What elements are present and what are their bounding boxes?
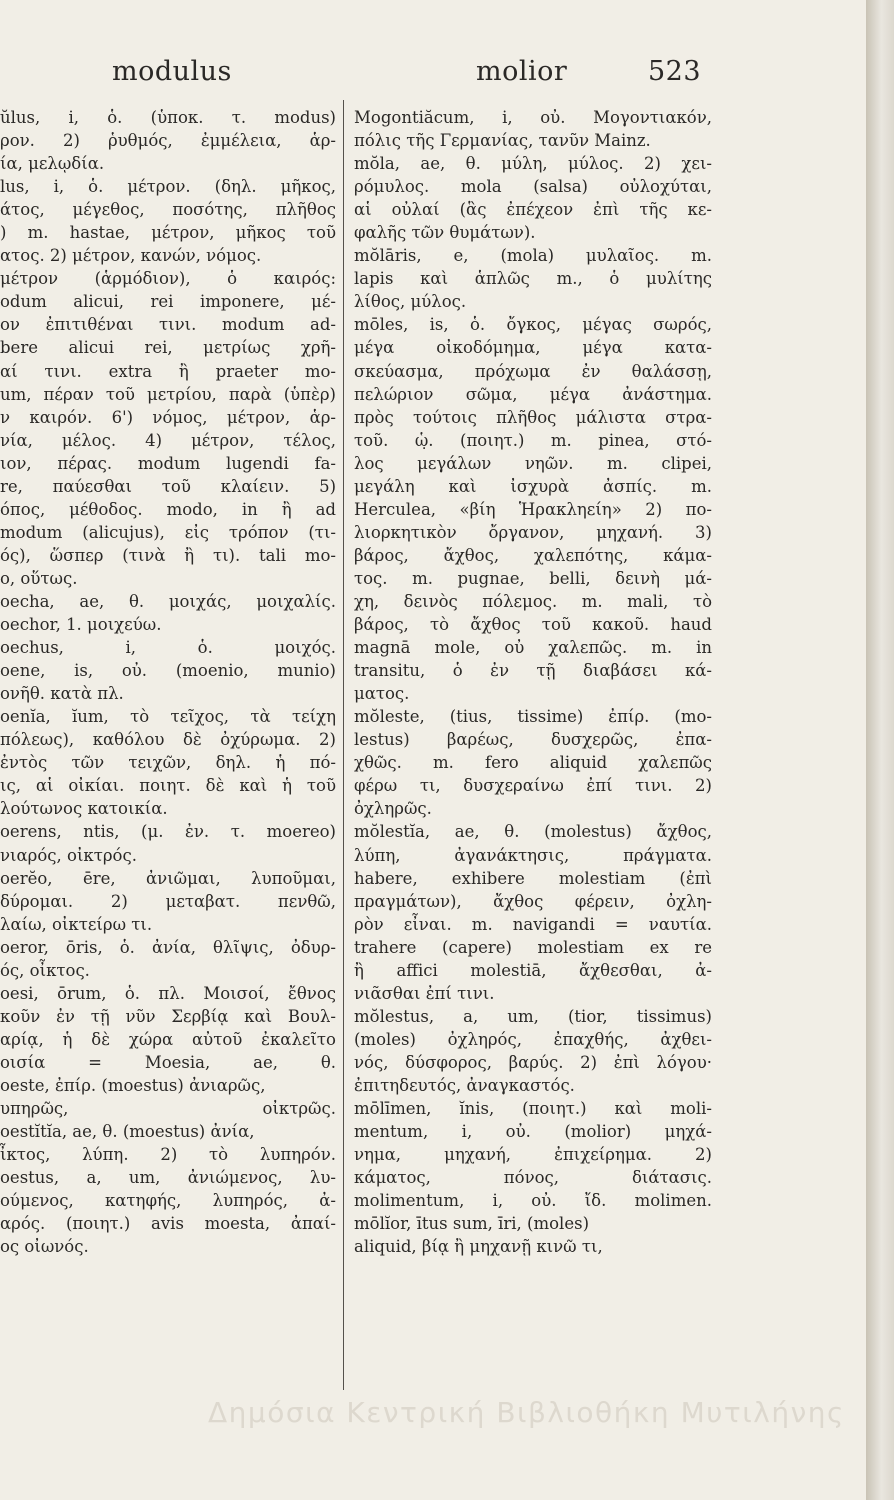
entry-line: μέγα οἰκοδόμημα, μέγα κατα- xyxy=(354,338,712,358)
entry-line: ός, οἶκτος. xyxy=(0,960,90,980)
entry-line: mŏla, ae, θ. μύλη, μύλος. 2) χει- xyxy=(354,154,712,174)
entry-line: mōlīmen, ĭnis, (ποιητ.) καὶ moli- xyxy=(354,1099,712,1119)
right-column xyxy=(354,106,712,1258)
entry-line: λιορκητικὸν ὄργανον, μηχανή. 3) xyxy=(354,522,712,542)
entry-line: ρὸν εἶναι. m. navigandi = ναυτία. xyxy=(354,914,712,934)
entry-line: χθῶς. m. fero aliquid χαλεπῶς xyxy=(354,753,712,773)
entry-line: πόλεως), καθόλου δὲ ὀχύρωμα. 2) xyxy=(0,730,336,750)
entry-line: re, παύεσθαι τοῦ κλαίειν. 5) xyxy=(0,476,336,496)
entry-line: βάρος, τὸ ἄχθος τοῦ κακοῦ. haud xyxy=(354,615,712,635)
entry-line: βάρος, ἄχθος, χαλεπότης, κάμα- xyxy=(354,545,712,565)
header-right-guide-word: molior xyxy=(476,56,568,87)
entry-line: κάματος, πόνος, διάτασις. xyxy=(354,1168,712,1188)
entry-line: αρός. (ποιητ.) avis moesta, ἀπαί- xyxy=(0,1214,336,1234)
entry-line: όπος, μέθοδος. modo, in ἢ ad xyxy=(0,499,336,519)
entry-line: ατος. 2) μέτρον, κανών, νόμος. xyxy=(0,246,262,266)
entry-line: um, πέραν τοῦ μετρίου, παρὰ (ὑπὲρ) xyxy=(0,384,336,404)
column-divider xyxy=(343,100,344,1390)
entry-line: trahere (capere) molestiam ex re xyxy=(354,937,712,957)
entry-line: κοῦν ἐν τῇ νῦν Σερβίᾳ καὶ Βουλ- xyxy=(0,1006,336,1026)
entry-line: oene, is, οὐ. (moenio, munio) xyxy=(0,661,336,681)
entry-line: ŭlus, i, ὁ. (ὑποκ. τ. modus) xyxy=(0,108,336,127)
entry-line: mŏleste, (tius, tissime) ἐπίρ. (mo- xyxy=(354,707,712,727)
entry-line: mōles, is, ὁ. ὄγκος, μέγας σωρός, xyxy=(354,315,712,335)
entry-line: ιον, πέρας. modum lugendi fa- xyxy=(0,453,336,473)
header-left-guide-word: modulus xyxy=(112,56,232,87)
entry-line: oesi, ōrum, ὁ. πλ. Μοισοί, ἔθνος xyxy=(0,983,336,1003)
entry-line: ἐπιτηδευτός, ἀναγκαστός. xyxy=(354,1075,575,1095)
entry-line: πελώριον σῶμα, μέγα ἀνάστημα. xyxy=(354,384,712,404)
entry-line: αί τινι. extra ἢ praeter mo- xyxy=(0,361,336,381)
entry-line: ν καιρόν. 6') νόμος, μέτρον, ἁρ- xyxy=(0,407,336,427)
entry-line: o, οὕτως. xyxy=(0,568,78,588)
entry-line: habere, exhibere molestiam (ἐπὶ xyxy=(354,868,712,888)
entry-line: ος οἰωνός. xyxy=(0,1237,89,1257)
entry-line: λος μεγάλων νηῶν. m. clipei, xyxy=(354,453,712,473)
entry-line: ρόμυλος. mola (salsa) οὐλοχύται, xyxy=(354,177,712,197)
page-edge-shadow xyxy=(866,0,894,1500)
entry-line: mōlĭor, ītus sum, īri, (moles) xyxy=(354,1214,590,1234)
page-header xyxy=(0,56,866,96)
entry-line: ία, μελῳδία. xyxy=(0,154,105,174)
entry-line: (moles) ὀχληρός, ἐπαχθής, ἀχθει- xyxy=(354,1029,712,1049)
entry-line: oestus, a, um, ἀνιώμενος, λυ- xyxy=(0,1168,336,1188)
entry-line: πραγμάτων), ἄχθος φέρειν, ὀχλη- xyxy=(354,891,712,911)
entry-line: χη, δεινὸς πόλεμος. m. mali, τὸ xyxy=(354,591,712,611)
entry-line: Herculea, «βίη Ἡρακληείη» 2) πο- xyxy=(354,499,712,519)
entry-line: νημα, μηχανή, ἐπιχείρημα. 2) xyxy=(354,1145,712,1165)
entry-line: λύπη, ἀγανάκτησις, πράγματα. xyxy=(354,845,712,865)
entry-line: oeste, ἐπίρ. (moestus) ἀνιαρῶς, xyxy=(0,1075,266,1095)
entry-line: oerens, ntis, (μ. ἐν. τ. moereo) xyxy=(0,822,336,842)
entry-line: oecha, ae, θ. μοιχάς, μοιχαλίς. xyxy=(0,591,336,611)
entry-line: mŏlestĭa, ae, θ. (molestus) ἄχθος, xyxy=(354,822,712,842)
entry-line: ούμενος, κατηφής, λυπηρός, ἀ- xyxy=(0,1191,336,1211)
entry-line: bere alicui rei, μετρίως χρῆ- xyxy=(0,338,336,358)
entry-line: ἐντὸς τῶν τειχῶν, δηλ. ἡ πό- xyxy=(0,753,336,773)
entry-line: ον ἐπιτιθέναι τινι. modum ad- xyxy=(0,315,336,335)
entry-line: λούτωνος κατοικία. xyxy=(0,799,168,819)
entry-line: odum alicui, rei imponere, μέ- xyxy=(0,292,336,312)
entry-line: υπηρῶς, οἰκτρῶς. xyxy=(0,1099,336,1119)
entry-line: oestĭtĭa, ae, θ. (moestus) ἀνία, xyxy=(0,1122,255,1142)
entry-line: ) m. hastae, μέτρον, μῆκος τοῦ xyxy=(0,223,336,243)
entry-line: αἱ οὐλαί (ἃς ἐπέχεον ἐπὶ τῆς κε- xyxy=(354,200,712,220)
entry-line: modum (alicujus), εἰς τρόπον (τι- xyxy=(0,522,336,542)
library-watermark: Δημόσια Κεντρική Βιβλιοθήκη Μυτιλήνης xyxy=(208,1396,845,1429)
entry-line: lapis καὶ ἁπλῶς m., ὁ μυλίτης xyxy=(354,269,712,289)
entry-line: ὀχληρῶς. xyxy=(354,799,432,819)
entry-line: λαίω, οἰκτείρω τι. xyxy=(0,914,153,934)
entry-line: aliquid, βίᾳ ἢ μηχανῇ κινῶ τι, xyxy=(354,1237,603,1257)
entry-line: ις, αἱ οἰκίαι. ποιητ. δὲ καὶ ἡ τοῦ xyxy=(0,776,336,796)
page-number: 523 xyxy=(648,56,702,87)
entry-line: νιᾶσθαι ἐπί τινι. xyxy=(354,983,495,1003)
entry-line: αρίᾳ, ἡ δὲ χώρα αὐτοῦ ἐκαλεῖτο xyxy=(0,1029,336,1049)
entry-line: πρὸς τούτοις πλῆθος μάλιστα στρα- xyxy=(354,407,712,427)
entry-line: oerĕo, ēre, ἀνιῶμαι, λυποῦμαι, xyxy=(0,868,336,888)
entry-line: μέτρον (ἁρμόδιον), ὁ καιρός: xyxy=(0,269,336,289)
entry-line: τος. m. pugnae, belli, δεινὴ μά- xyxy=(354,568,712,588)
entry-line: ἶκτος, λύπη. 2) τὸ λυπηρόν. xyxy=(0,1145,336,1165)
entry-line: oechus, i, ὁ. μοιχός. xyxy=(0,638,336,658)
entry-line: ματος. xyxy=(354,684,410,704)
entry-line: δύρομαι. 2) μεταβατ. πενθῶ, xyxy=(0,891,336,911)
entry-line: ρον. 2) ῥυθμός, ἐμμέλεια, ἁρ- xyxy=(0,131,336,151)
entry-line: σκεύασμα, πρόχωμα ἐν θαλάσσῃ, xyxy=(354,361,712,381)
entry-line: οισία = Moesia, ae, θ. xyxy=(0,1052,336,1072)
entry-line: νία, μέλος. 4) μέτρον, τέλος, xyxy=(0,430,336,450)
entry-line: lestus) βαρέως, δυσχερῶς, ἐπα- xyxy=(354,730,712,750)
entry-line: λίθος, μύλος. xyxy=(354,292,467,312)
entry-line: transitu, ὁ ἐν τῇ διαβάσει κά- xyxy=(354,661,712,681)
entry-line: ός), ὥσπερ (τινὰ ἢ τι). tali mo- xyxy=(0,545,336,565)
entry-line: magnā mole, οὐ χαλεπῶς. m. in xyxy=(354,638,712,658)
left-column xyxy=(0,106,336,1258)
entry-line: πόλις τῆς Γερμανίας, τανῦν Mainz. xyxy=(354,131,651,151)
entry-line: oenĭa, ĭum, τὸ τεῖχος, τὰ τείχη xyxy=(0,707,336,727)
entry-line: ἢ affici molestiā, ἄχθεσθαι, ἀ- xyxy=(354,960,712,980)
entry-line: νός, δύσφορος, βαρύς. 2) ἐπὶ λόγου· xyxy=(354,1052,712,1072)
entry-line: νιαρός, οἰκτρός. xyxy=(0,845,137,865)
entry-line: τοῦ. ὡ̣. (ποιητ.) m. pinea, στό- xyxy=(354,430,712,450)
entry-line: φαλῆς τῶν θυμάτων). xyxy=(354,223,536,243)
entry-line: lus, i, ὁ. μέτρον. (δηλ. μῆκος, xyxy=(0,177,336,197)
entry-line: mŏlestus, a, um, (tior, tissimus) xyxy=(354,1006,712,1026)
entry-line: oeror, ōris, ὁ. ἀνία, θλῖψις, ὀδυρ- xyxy=(0,937,336,957)
entry-line: μεγάλη καὶ ἰσχυρὰ ἀσπίς. m. xyxy=(354,476,712,496)
entry-line: oechor, 1. μοιχεύω. xyxy=(0,615,162,635)
entry-line: ονῆθ. κατὰ πλ. xyxy=(0,684,124,704)
entry-line: Mogontiăcum, i, οὐ. Μογοντιακόν, xyxy=(354,108,712,127)
entry-line: mŏlāris, e, (mola) μυλαῖος. m. xyxy=(354,246,712,266)
entry-line: φέρω τι, δυσχεραίνω ἐπί τινι. 2) xyxy=(354,776,712,796)
entry-line: molimentum, i, οὐ. ἴδ. molimen. xyxy=(354,1191,712,1211)
entry-line: mentum, i, οὐ. (molior) μηχά- xyxy=(354,1122,712,1142)
entry-line: άτος, μέγεθος, ποσότης, πλῆθος xyxy=(0,200,336,220)
